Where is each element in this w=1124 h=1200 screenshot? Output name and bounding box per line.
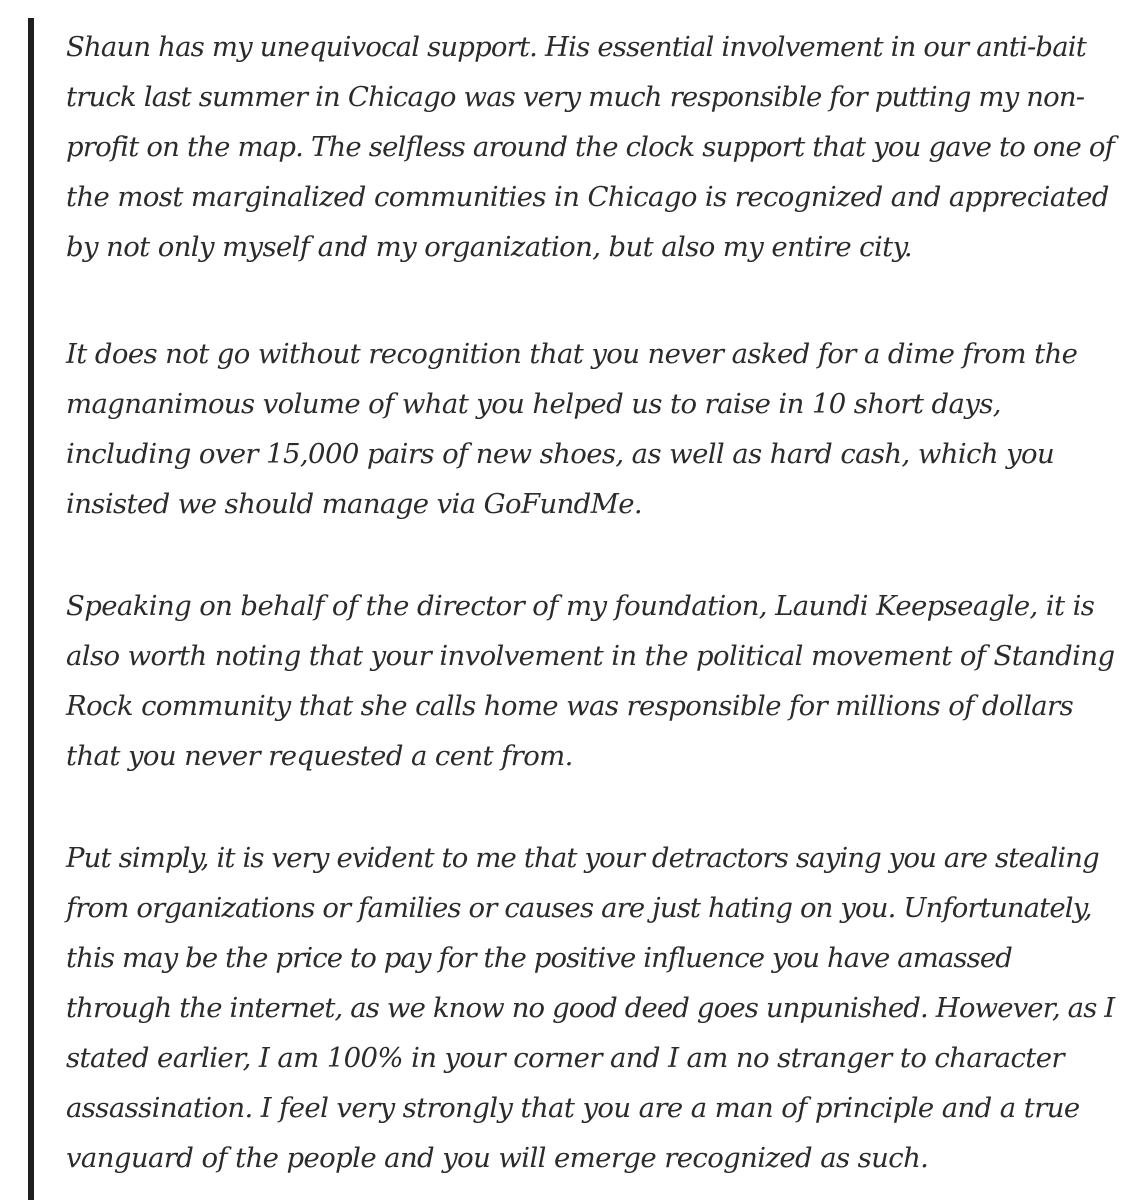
text-line: stated earlier, I am 100% in your corner and I am no stranger to character xyxy=(66,1042,1064,1074)
text-line: assassination. I feel very strongly that you are a man of principle and a true xyxy=(66,1092,1080,1124)
text-line: the most marginalized communities in Chicago is recognized and appreciated xyxy=(66,181,1109,213)
text-line: Rock community that she calls home was responsible for millions of dollars xyxy=(66,690,1074,722)
text-line: Put simply, it is very evident to me that your detractors saying you are stealing xyxy=(66,842,1099,874)
paragraph-recognition xyxy=(66,329,1077,529)
text-line: Shaun has my unequivocal support. His essential involvement in our anti-bait xyxy=(66,31,1086,63)
text-line: from organizations or families or causes are just hating on you. Unfortunately, xyxy=(66,892,1092,924)
text-line: including over 15,000 pairs of new shoes, as well as hard cash, which you xyxy=(66,438,1055,470)
text-line: truck last summer in Chicago was very much responsible for putting my non- xyxy=(66,81,1085,113)
paragraph-standing-rock xyxy=(66,581,1114,781)
text-line: that you never requested a cent from. xyxy=(66,740,573,772)
blockquote-bar xyxy=(28,18,34,1200)
text-line: this may be the price to pay for the positive influence you have amassed xyxy=(66,942,1012,974)
paragraph-support xyxy=(66,22,1114,272)
text-line: magnanimous volume of what you helped us to raise in 10 short days, xyxy=(66,388,1001,420)
text-line: through the internet, as we know no good deed goes unpunished. However, as I xyxy=(66,992,1115,1024)
text-line: profit on the map. The selfless around the clock support that you gave to one of xyxy=(66,131,1115,163)
paragraph-conclusion xyxy=(66,833,1114,1183)
text-line: Speaking on behalf of the director of my foundation, Laundi Keepseagle, it is xyxy=(66,590,1095,622)
text-line: vanguard of the people and you will emerge recognized as such. xyxy=(66,1142,929,1174)
text-line: also worth noting that your involvement in the political movement of Standing xyxy=(66,640,1115,672)
text-line: by not only myself and my organization, but also my entire city. xyxy=(66,231,913,263)
text-line: It does not go without recognition that you never asked for a dime from the xyxy=(66,338,1078,370)
text-line: insisted we should manage via GoFundMe. xyxy=(66,488,643,520)
